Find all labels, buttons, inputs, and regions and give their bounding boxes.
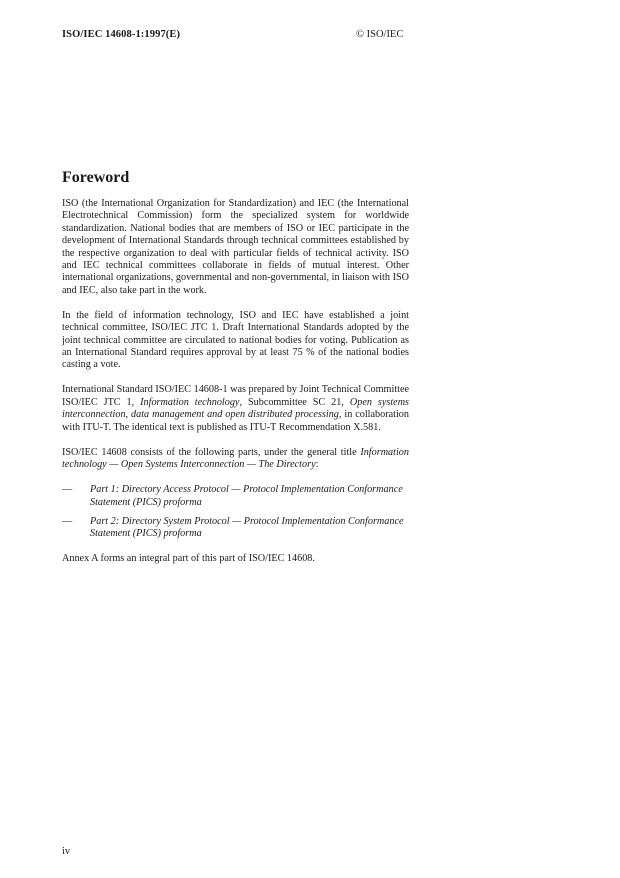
list-item bbox=[62, 484, 409, 509]
paragraph-preparation bbox=[62, 384, 409, 434]
preparation-text-3: , in collaboration with ITU-T. The identical text is published as ITU-T Recommendation X.581. bbox=[62, 409, 409, 433]
list-item bbox=[62, 516, 409, 541]
paragraph-annex: Annex A forms an integral part of this part of ISO/IEC 14608. bbox=[62, 553, 315, 565]
preparation-italic-2: Open systems interconnection, data management and open distributed processing bbox=[62, 396, 410, 421]
header-copyright: © ISO/IEC bbox=[356, 29, 404, 40]
page-number: iv bbox=[62, 846, 71, 857]
preparation-italic-1: Information technology bbox=[140, 396, 240, 408]
preparation-text-1: International Standard ISO/IEC 14608-1 was prepared by Joint Technical Committee ISO/IEC JTC 1, bbox=[62, 384, 409, 408]
preparation-text-2: , Subcommittee SC 21, bbox=[239, 396, 350, 408]
list-item-text: Part 2: Directory System Protocol — Protocol Implementation Conformance Statement (PICS) proforma bbox=[90, 515, 404, 540]
paragraph-jtc1: In the field of information technology, ISO and IEC have established a joint technical committee, ISO/IEC JTC 1. Draft International Standards adopted by the joint technical committee are circulated to national bodies for voting. Publication as an International Standard requires approval by at least 75 % of the national bodies casting a vote. bbox=[62, 309, 409, 371]
page-title: Foreword bbox=[62, 169, 130, 186]
list-dash: — bbox=[62, 484, 73, 496]
list-item-text: Part 1: Directory Access Protocol — Protocol Implementation Conformance Statement (PICS) proforma bbox=[90, 484, 403, 508]
list-dash: — bbox=[62, 515, 73, 527]
paragraph-iso-iec: ISO (the International Organization for Standardization) and IEC (the International Electrotechnical Commission) form the specialized system for worldwide standardization. National bodies that are members of ISO or IEC participate in the development of International Standards through technical committees established by the respective organization to deal with particular fields of technical activity. ISO and IEC technical committees collaborate in fields of mutual interest. Other international organizations, governmental and non-governmental, in liaison with ISO and IEC, also take part in the work. bbox=[62, 198, 409, 296]
parts-list bbox=[62, 484, 409, 541]
parts-intro-colon: : bbox=[315, 459, 319, 471]
foreword-body bbox=[62, 198, 409, 578]
parts-intro-general-title: Information technology — Open Systems Interconnection — The Directory bbox=[62, 446, 409, 471]
parts-intro-text: ISO/IEC 14608 consists of the following parts, under the general title bbox=[62, 446, 361, 458]
paragraph-parts-intro bbox=[62, 447, 409, 472]
header-standard-number: ISO/IEC 14608-1:1997(E) bbox=[62, 29, 181, 40]
